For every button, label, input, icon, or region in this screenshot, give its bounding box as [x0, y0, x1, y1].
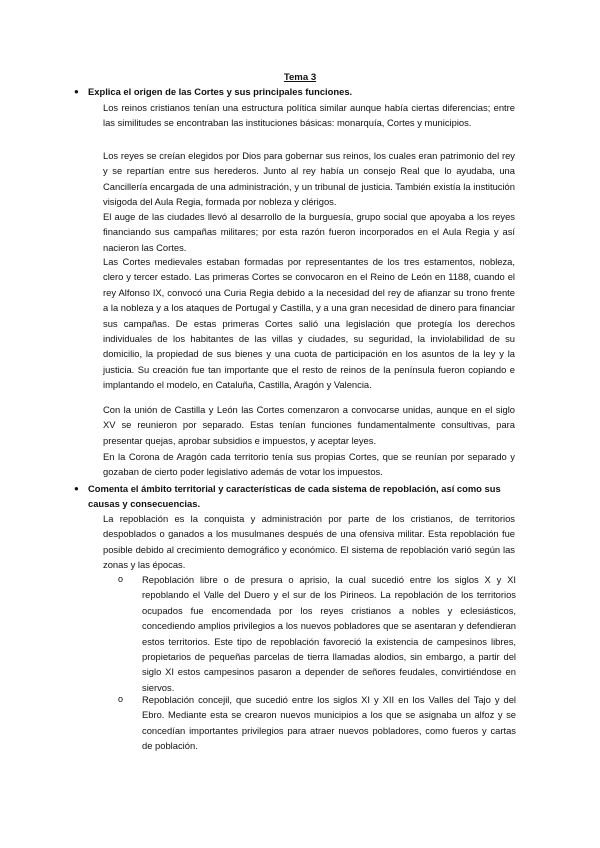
paragraph: La repoblación es la conquista y administración por parte de los cristianos, de territorios despoblados o ganados a los musulmanes después de una ofensiva militar. Esta repoblación fue posible debido al crecimiento demográfico y económico. El sistema de repoblación varió según las zonas y las épocas. — [103, 513, 515, 571]
paragraph: Con la unión de Castilla y León las Cortes comenzaron a convocarse unidas, aunque en el siglo XV se reunieron por separado. Estas tenían funciones fundamentalmente consultivas, para presentar quejas, aprobar subsidios e impuestos, y aceptar leyes. — [103, 404, 515, 446]
question-1-text: Explica el origen de las Cortes y sus principales funciones. — [88, 86, 353, 97]
sub-item — [118, 572, 516, 695]
sub-item — [118, 692, 516, 754]
question-2 — [74, 481, 518, 511]
sub-item-text: Repoblación concejil, que sucedió entre los siglos XI y XII en los Valles del Tajo y del Ebro. Mediante esta se crearon nuevos municipios a los que se asignaba un alfoz y se concedían importantes privilegios para atraer nuevos pobladores, como fueros y cartas de población. — [142, 694, 516, 752]
document-title: Tema 3 — [283, 72, 317, 83]
question-1 — [74, 84, 518, 99]
bullet-icon: ● — [74, 484, 79, 493]
sub-item-text: Repoblación libre o de presura o aprisio, la cual sucedió entre los siglos X y XI repoblando el Valle del Duero y el sur de los Pirineos. La repoblación de los territorios ocupados fue encomendada por los reyes cristianos a nobles y eclesiásticos, concediendo amplios privilegios a los nuevos pobladores que se asentaran y defendieran estos territorios. Este tipo de repoblación favoreció la existencia de campesinos libres, propietarios de pequeñas parcelas de tierra llamadas alodios, sin embargo, a partir del siglo XI estos campesinos pasaron a depender de señores feudales, convirtiéndose en siervos. — [142, 574, 516, 693]
paragraph: El auge de las ciudades llevó al desarrollo de la burguesía, grupo social que apoyaba a los reyes financiando sus campañas militares; por esta razón fueron incorporados en el Aula Regia y así nacieron las Cortes. — [103, 211, 515, 253]
paragraph: Las Cortes medievales estaban formadas por representantes de los tres estamentos, nobleza, clero y tercer estado. Las primeras Cortes se convocaron en el Reino de León en 1188, cuando el rey Alfonso IX, convocó una Curia Regia debido a la necesidad del rey de afianzar su trono frente a la nobleza y a los ataques de Portugal y Castilla, y a una gran necesidad de dinero para financiar sus campañas. De estas primeras Cortes salió una legislación que protegía los derechos individuales de los habitantes de las villas y ciudades, su seguridad, la inviolabilidad de su domicilio, la propiedad de sus bienes y una cuota de participación en los asuntos de la ley y la justicia. Su creación fue tan importante que el resto de reinos de la península fueron copiando e implantando el modelo, en Cataluña, Castilla, Aragón y Valencia. — [103, 256, 515, 391]
circle-bullet-icon: o — [118, 694, 124, 704]
question-2-text: Comenta el ámbito territorial y características de cada sistema de repoblación, así como sus causas y consecuencias. — [88, 483, 501, 509]
circle-bullet-icon: o — [118, 574, 124, 584]
paragraph: Los reyes se creían elegidos por Dios para gobernar sus reinos, los cuales eran patrimonio del rey y se repartían entre sus herederos. Junto al rey había un consejo Real que lo ayudaba, una Cancillería encargada de una administración, y un tribunal de justicia. También existía la institución visigoda del Aula Regia, formada por nobleza y clérigos. — [103, 150, 515, 208]
paragraph: Los reinos cristianos tenían una estructura política similar aunque había ciertas diferencias; entre las similitudes se encontraban las instituciones básicas: monarquía, Cortes y municipios. — [103, 102, 515, 129]
paragraph: En la Corona de Aragón cada territorio tenía sus propias Cortes, que se reunían por separado y gozaban de cierto poder legislativo además de votar los impuestos. — [103, 451, 515, 478]
bullet-icon: ● — [74, 87, 79, 96]
